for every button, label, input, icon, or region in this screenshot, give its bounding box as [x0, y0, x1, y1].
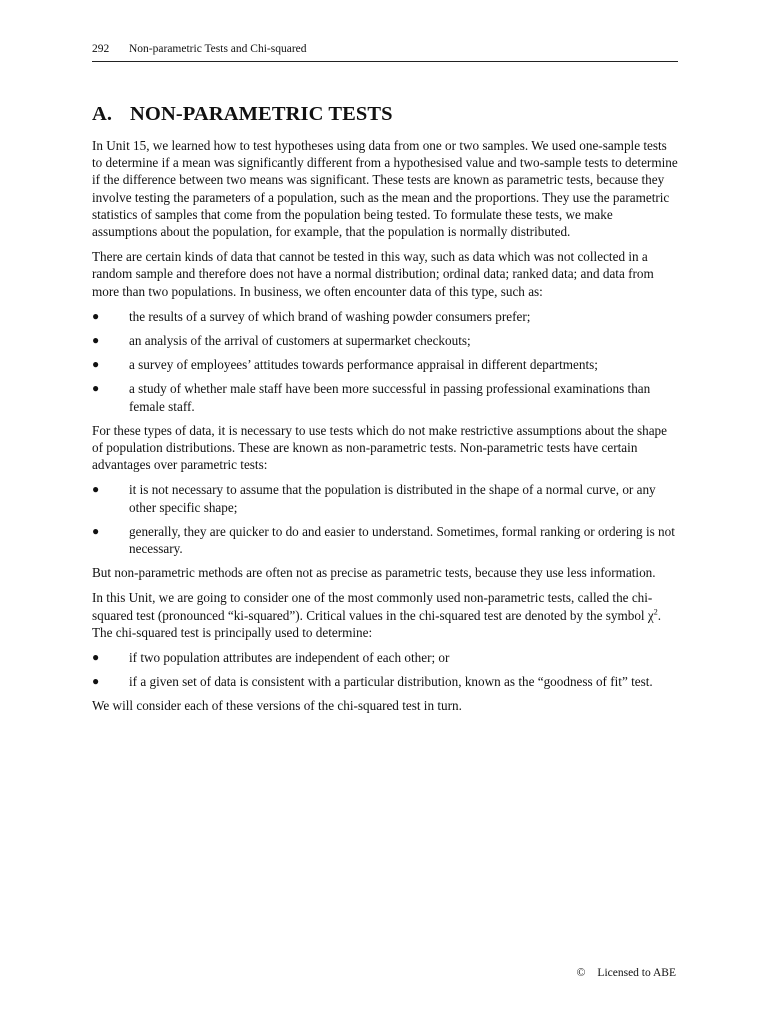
examples-list [92, 308, 678, 415]
running-title: Non-parametric Tests and Chi-squared [129, 43, 307, 55]
paragraph-closing: We will consider each of these versions of the chi-squared test in turn. [92, 698, 462, 714]
section-letter: A. [92, 103, 113, 125]
running-header [92, 41, 678, 62]
paragraph-data-kinds: There are certain kinds of data that cannot be tested in this way, such as data which was not collected in a random sample and therefore does not have a normal distribution; ordinal data; ranked data; and data from more than two populations. In business, we often encounter data of this type, such as: [92, 249, 654, 299]
list-item [92, 356, 678, 373]
bullet-icon: ● [92, 333, 100, 348]
list-item-text: generally, they are quicker to do and easier to understand. Sometimes, formal ranking or ordering is not necessary. [129, 523, 675, 557]
chi-superscript: 2 [653, 607, 658, 617]
bullet-icon: ● [92, 482, 100, 497]
uses-list [92, 649, 678, 690]
chi-squared-purpose-text: . The chi-squared test is principally used to determine: [92, 607, 662, 640]
list-item [92, 649, 678, 666]
footer-license [577, 965, 676, 981]
bullet-icon: ● [92, 357, 100, 372]
list-item [92, 332, 678, 349]
paragraph-intro: In Unit 15, we learned how to test hypotheses using data from one or two samples. We used one-sample tests to determine if a mean was significantly different from a hypothesised value and two-sample tests to determine if the difference between two means was significant. These tests are known as parametric tests, because they involve testing the parameters of a population, such as the mean and the proportions. They use the parametric statistics of samples that come from the population being tested. To formulate these tests, we make assumptions about the population, for example, that the population is normally distributed. [92, 138, 678, 240]
bullet-icon: ● [92, 650, 100, 665]
bullet-icon: ● [92, 381, 100, 396]
list-item-text: it is not necessary to assume that the population is distributed in the shape of a normal curve, or any other specific shape; [129, 482, 656, 515]
list-item [92, 308, 678, 325]
list-item-text: if two population attributes are independent of each other; or [129, 650, 450, 666]
license-text: Licensed to ABE [597, 967, 676, 979]
list-item-text: if a given set of data is consistent with a particular distribution, known as the “goodness of fit” test. [129, 674, 653, 690]
bullet-icon: ● [92, 308, 100, 323]
list-item-text: the results of a survey of which brand of washing powder consumers prefer; [129, 308, 531, 324]
section-heading [92, 101, 393, 127]
copyright-icon: © [576, 967, 586, 979]
list-item-text: an analysis of the arrival of customers at supermarket checkouts; [129, 333, 471, 349]
page-number: 292 [92, 43, 110, 55]
list-item [92, 481, 678, 515]
section-title: NON-PARAMETRIC TESTS [130, 103, 393, 125]
paragraph-precision: But non-parametric methods are often not as precise as parametric tests, because they use less information. [92, 565, 656, 581]
list-item [92, 523, 678, 557]
chi-squared-intro-text: In this Unit, we are going to consider one of the most commonly used non-parametric tests, called the chi-squared test (pronounced “ki-squared”). Critical values in the chi-squared test are denoted by the symbol [92, 590, 653, 623]
list-item-text: a study of whether male staff have been more successful in passing professional examinations than female staff. [129, 381, 651, 414]
list-item [92, 673, 678, 690]
list-item [92, 380, 678, 414]
chi-symbol: χ [647, 607, 654, 623]
advantages-list [92, 481, 678, 557]
paragraph-chi-squared [92, 589, 678, 641]
paragraph-non-parametric: For these types of data, it is necessary to use tests which do not make restrictive assumptions about the shape of population distributions. These are known as non-parametric tests. Non-parametric tests have certain advantages over parametric tests: [92, 422, 667, 473]
bullet-icon: ● [92, 674, 100, 689]
bullet-icon: ● [92, 523, 100, 538]
list-item-text: a survey of employees’ attitudes towards performance appraisal in different departments; [129, 357, 598, 373]
body-text [92, 137, 678, 723]
